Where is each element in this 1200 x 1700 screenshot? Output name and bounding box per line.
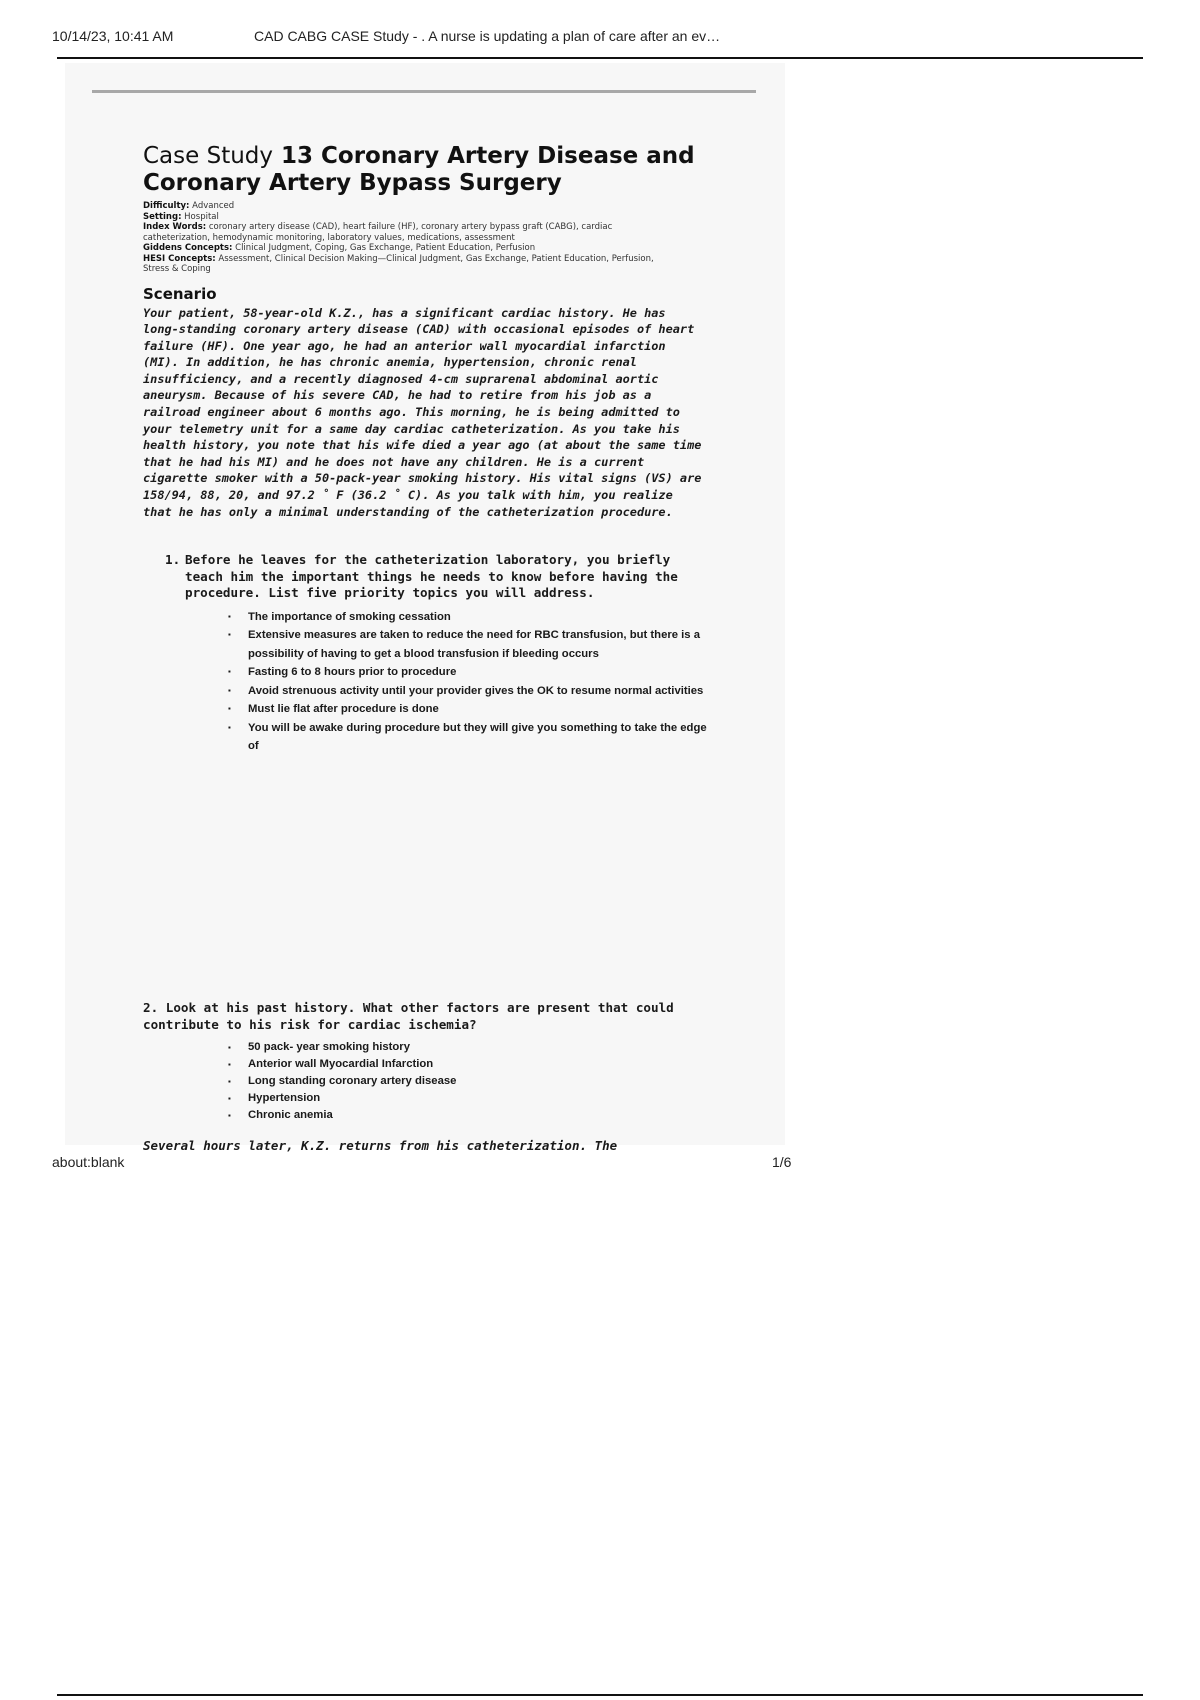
document-page-image xyxy=(65,63,785,1153)
case-metadata xyxy=(143,201,703,275)
question-1-number: 1. xyxy=(165,552,181,568)
list-item: ▪ Anterior wall Myocardial Infarction xyxy=(228,1056,718,1073)
question-2-answers xyxy=(143,1039,718,1124)
meta-hesi: HESI Concepts: Assessment, Clinical Decision Making—Clinical Judgment, Gas Exchange, Patient Education, Perfusion, xyxy=(143,253,654,264)
scenario-heading: Scenario xyxy=(143,284,217,303)
list-item: ▪ Extensive measures are taken to reduce the need for RBC transfusion, but there is a possibility of having to get a blood transfusion if bleeding occurs xyxy=(228,626,718,663)
list-item: ▪ 50 pack- year smoking history xyxy=(228,1039,718,1056)
header-divider xyxy=(57,57,1143,59)
list-item: ▪ The importance of smoking cessation xyxy=(228,608,718,627)
case-study-title-lead: Case Study xyxy=(143,143,274,169)
question-1-answers xyxy=(143,608,718,756)
meta-setting: Setting: Hospital xyxy=(143,211,219,222)
meta-hesi-cont: Stress & Coping xyxy=(143,264,211,274)
question-2-text: 2. Look at his past history. What other factors are present that could contribute to his risk for cardiac ischemia? xyxy=(143,1000,674,1032)
page-counter: 1/6 xyxy=(772,1154,792,1170)
list-item: ▪ Fasting 6 to 8 hours prior to procedure xyxy=(228,663,718,682)
list-item: ▪ Hypertension xyxy=(228,1090,718,1107)
scenario-text: Your patient, 58-year-old K.Z., has a significant cardiac history. He has long-standing coronary artery disease (CAD) with occasional episodes of heart failure (HF). One year ago, he had an anterior wall myocardial infarction (MI). In addition, he has chronic anemia, hypertension, chronic renal insufficiency, and a recently diagnosed 4-cm suprarenal abdominal aortic aneurysm. Because of his severe CAD, he had to retire from his job as a railroad engineer about 6 months ago. This morning, he is being admitted to your telemetry unit for a same day cardiac catheterization. As you take his health history, you note that his wife died a year ago (at about the same time that he had his MI) and he does not have any children. He is a current cigarette smoker with a 50-pack-year smoking history. His vital signs (VS) are 158/94, 88, 20, and 97.2 ˚ F (36.2 ˚ C). As you talk with him, you realize that he has only a minimal understanding of the catheterization procedure. xyxy=(143,305,702,519)
question-1 xyxy=(165,552,685,602)
print-page-title: CAD CABG CASE Study - . A nurse is updating a plan of care after an ev… xyxy=(254,28,721,44)
document-body xyxy=(143,143,707,756)
document-top-rule xyxy=(92,90,756,93)
bottom-divider xyxy=(57,1694,1143,1696)
list-item: ▪ Avoid strenuous activity until your provider gives the OK to resume normal activities xyxy=(228,682,718,701)
print-datetime: 10/14/23, 10:41 AM xyxy=(52,28,174,44)
meta-difficulty: Difficulty: Advanced xyxy=(143,201,235,211)
question-2 xyxy=(143,1000,703,1124)
cut-off-paragraph: Several hours later, K.Z. returns from his catheterization. The xyxy=(143,1138,618,1153)
print-url: about:blank xyxy=(52,1154,125,1170)
question-1-text: Before he leaves for the catheterization laboratory, you briefly teach him the important things he needs to know before having the procedure. List five priority topics you will address. xyxy=(185,552,678,601)
list-item: ▪ Chronic anemia xyxy=(228,1107,718,1124)
list-item: ▪ You will be awake during procedure but they will give you something to take the edge of xyxy=(228,719,718,756)
meta-giddens: Giddens Concepts: Clinical Judgment, Coping, Gas Exchange, Patient Education, Perfusion xyxy=(143,243,536,253)
meta-index-words: Index Words: coronary artery disease (CAD), heart failure (HF), coronary artery bypass graft (CABG), cardiac xyxy=(143,222,613,232)
list-item: ▪ Long standing coronary artery disease xyxy=(228,1073,718,1090)
list-item: ▪ Must lie flat after procedure is done xyxy=(228,700,718,719)
case-study-title xyxy=(143,143,703,197)
meta-index-words-cont: catheterization, hemodynamic monitoring, laboratory values, medications, assessment xyxy=(143,232,515,243)
case-study-title-rest: 13 Coronary Artery Disease and Coronary Artery Bypass Surgery xyxy=(143,143,695,196)
